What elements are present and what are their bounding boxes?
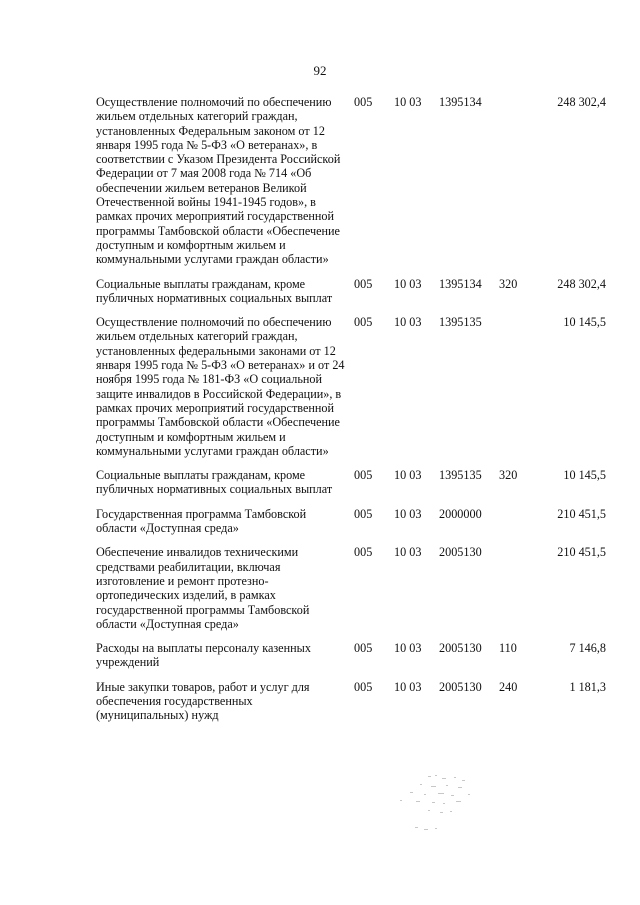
row-ved: 005 (354, 545, 373, 560)
table-row (96, 468, 606, 507)
row-vr: 110 (499, 641, 517, 656)
row-rz: 10 03 (394, 545, 422, 560)
row-amount: 248 302,4 (557, 95, 606, 109)
table-row (96, 277, 606, 316)
row-amount: 1 181,3 (569, 679, 606, 694)
table-row (96, 641, 606, 680)
row-name: Обеспечение инвалидов техническими средствами реабилитации, включая изготовление и ремонт протезно-ортопедических изделий, в рамках государственной программы Тамбовской области «Доступная среда» (96, 545, 310, 631)
row-csr: 2005130 (439, 679, 482, 694)
row-vr (499, 545, 534, 641)
row-name-cell (96, 468, 354, 507)
row-name: Расходы на выплаты персоналу казенных учреждений (96, 641, 311, 670)
row-name-cell (96, 507, 354, 546)
row-csr: 2000000 (439, 506, 482, 521)
table-row (96, 507, 606, 546)
row-ved: 005 (354, 95, 373, 109)
row-name: Осуществление полномочий по обеспечению жильем отдельных категорий граждан, установленных федеральными законами от 12 января 1995 года № 5-ФЗ «О ветеранах» и от 24 ноября 1995 года № 181-ФЗ «О социальной защите инвалидов в Российской Федерации», в рамках прочих мероприятий государственной программы Тамбовской области «Обеспечение доступным и комфортным жильем и коммунальными услугами граждан области» (96, 315, 345, 458)
table-row (96, 315, 606, 468)
row-name: Социальные выплаты гражданам, кроме публичных нормативных социальных выплат (96, 468, 333, 497)
page-number: 92 (313, 63, 327, 78)
row-vr (499, 95, 534, 277)
budget-table-grid (96, 95, 606, 733)
row-vr: 320 (499, 276, 518, 291)
row-amount: 248 302,4 (557, 276, 606, 291)
row-name-cell (96, 641, 354, 680)
row-vr (499, 507, 534, 546)
row-name-cell (96, 315, 354, 468)
row-name-cell (96, 95, 354, 277)
row-csr: 1395135 (439, 315, 482, 330)
row-ved: 005 (354, 679, 373, 694)
row-rz: 10 03 (394, 315, 422, 330)
budget-table (96, 95, 606, 733)
row-csr: 1395134 (439, 95, 482, 109)
row-ved: 005 (354, 315, 373, 330)
row-ved: 005 (354, 276, 373, 291)
table-row (96, 680, 606, 733)
row-rz: 10 03 (394, 641, 422, 656)
row-name: Осуществление полномочий по обеспечению жильем отдельных категорий граждан, установленных Федеральным законом от 12 января 1995 года № 5-ФЗ «О ветеранах», в соответствии с Указом Президента Российской Федерации от 7 мая 2008 года № 714 «Об обеспечении жильем ветеранов Великой Отечественной войны 1941-1945 годов», в рамках прочих мероприятий государственной программы Тамбовской области «Обеспечение доступным и комфортным жильем и коммунальными услугами граждан области» (96, 95, 341, 267)
row-rz: 10 03 (394, 276, 422, 291)
row-ved: 005 (354, 468, 373, 483)
row-csr: 2005130 (439, 641, 482, 656)
row-csr: 1395135 (439, 468, 482, 483)
row-name-cell (96, 277, 354, 316)
row-csr: 2005130 (439, 545, 482, 560)
row-name: Социальные выплаты гражданам, кроме публичных нормативных социальных выплат (96, 276, 333, 305)
row-vr: 320 (499, 468, 518, 483)
row-rz: 10 03 (394, 506, 422, 521)
row-vr: 240 (499, 679, 518, 694)
faded-stamp-marks (380, 772, 500, 842)
row-amount: 7 146,8 (569, 641, 606, 656)
row-name: Иные закупки товаров, работ и услуг для обеспечения государственных (муниципальных) нужд (96, 679, 310, 723)
row-name: Государственная программа Тамбовской области «Доступная среда» (96, 506, 307, 536)
row-rz: 10 03 (394, 468, 422, 483)
row-csr: 1395134 (439, 276, 482, 291)
table-row (96, 545, 606, 641)
row-vr (499, 315, 534, 468)
table-row (96, 95, 606, 277)
row-amount: 210 451,5 (557, 545, 606, 560)
row-rz: 10 03 (394, 679, 422, 694)
row-name-cell (96, 680, 354, 733)
row-rz: 10 03 (394, 95, 422, 109)
row-amount: 10 145,5 (563, 315, 606, 330)
row-name-cell (96, 545, 354, 641)
row-ved: 005 (354, 506, 373, 521)
row-amount: 10 145,5 (563, 468, 606, 483)
row-amount: 210 451,5 (557, 506, 606, 521)
row-ved: 005 (354, 641, 373, 656)
